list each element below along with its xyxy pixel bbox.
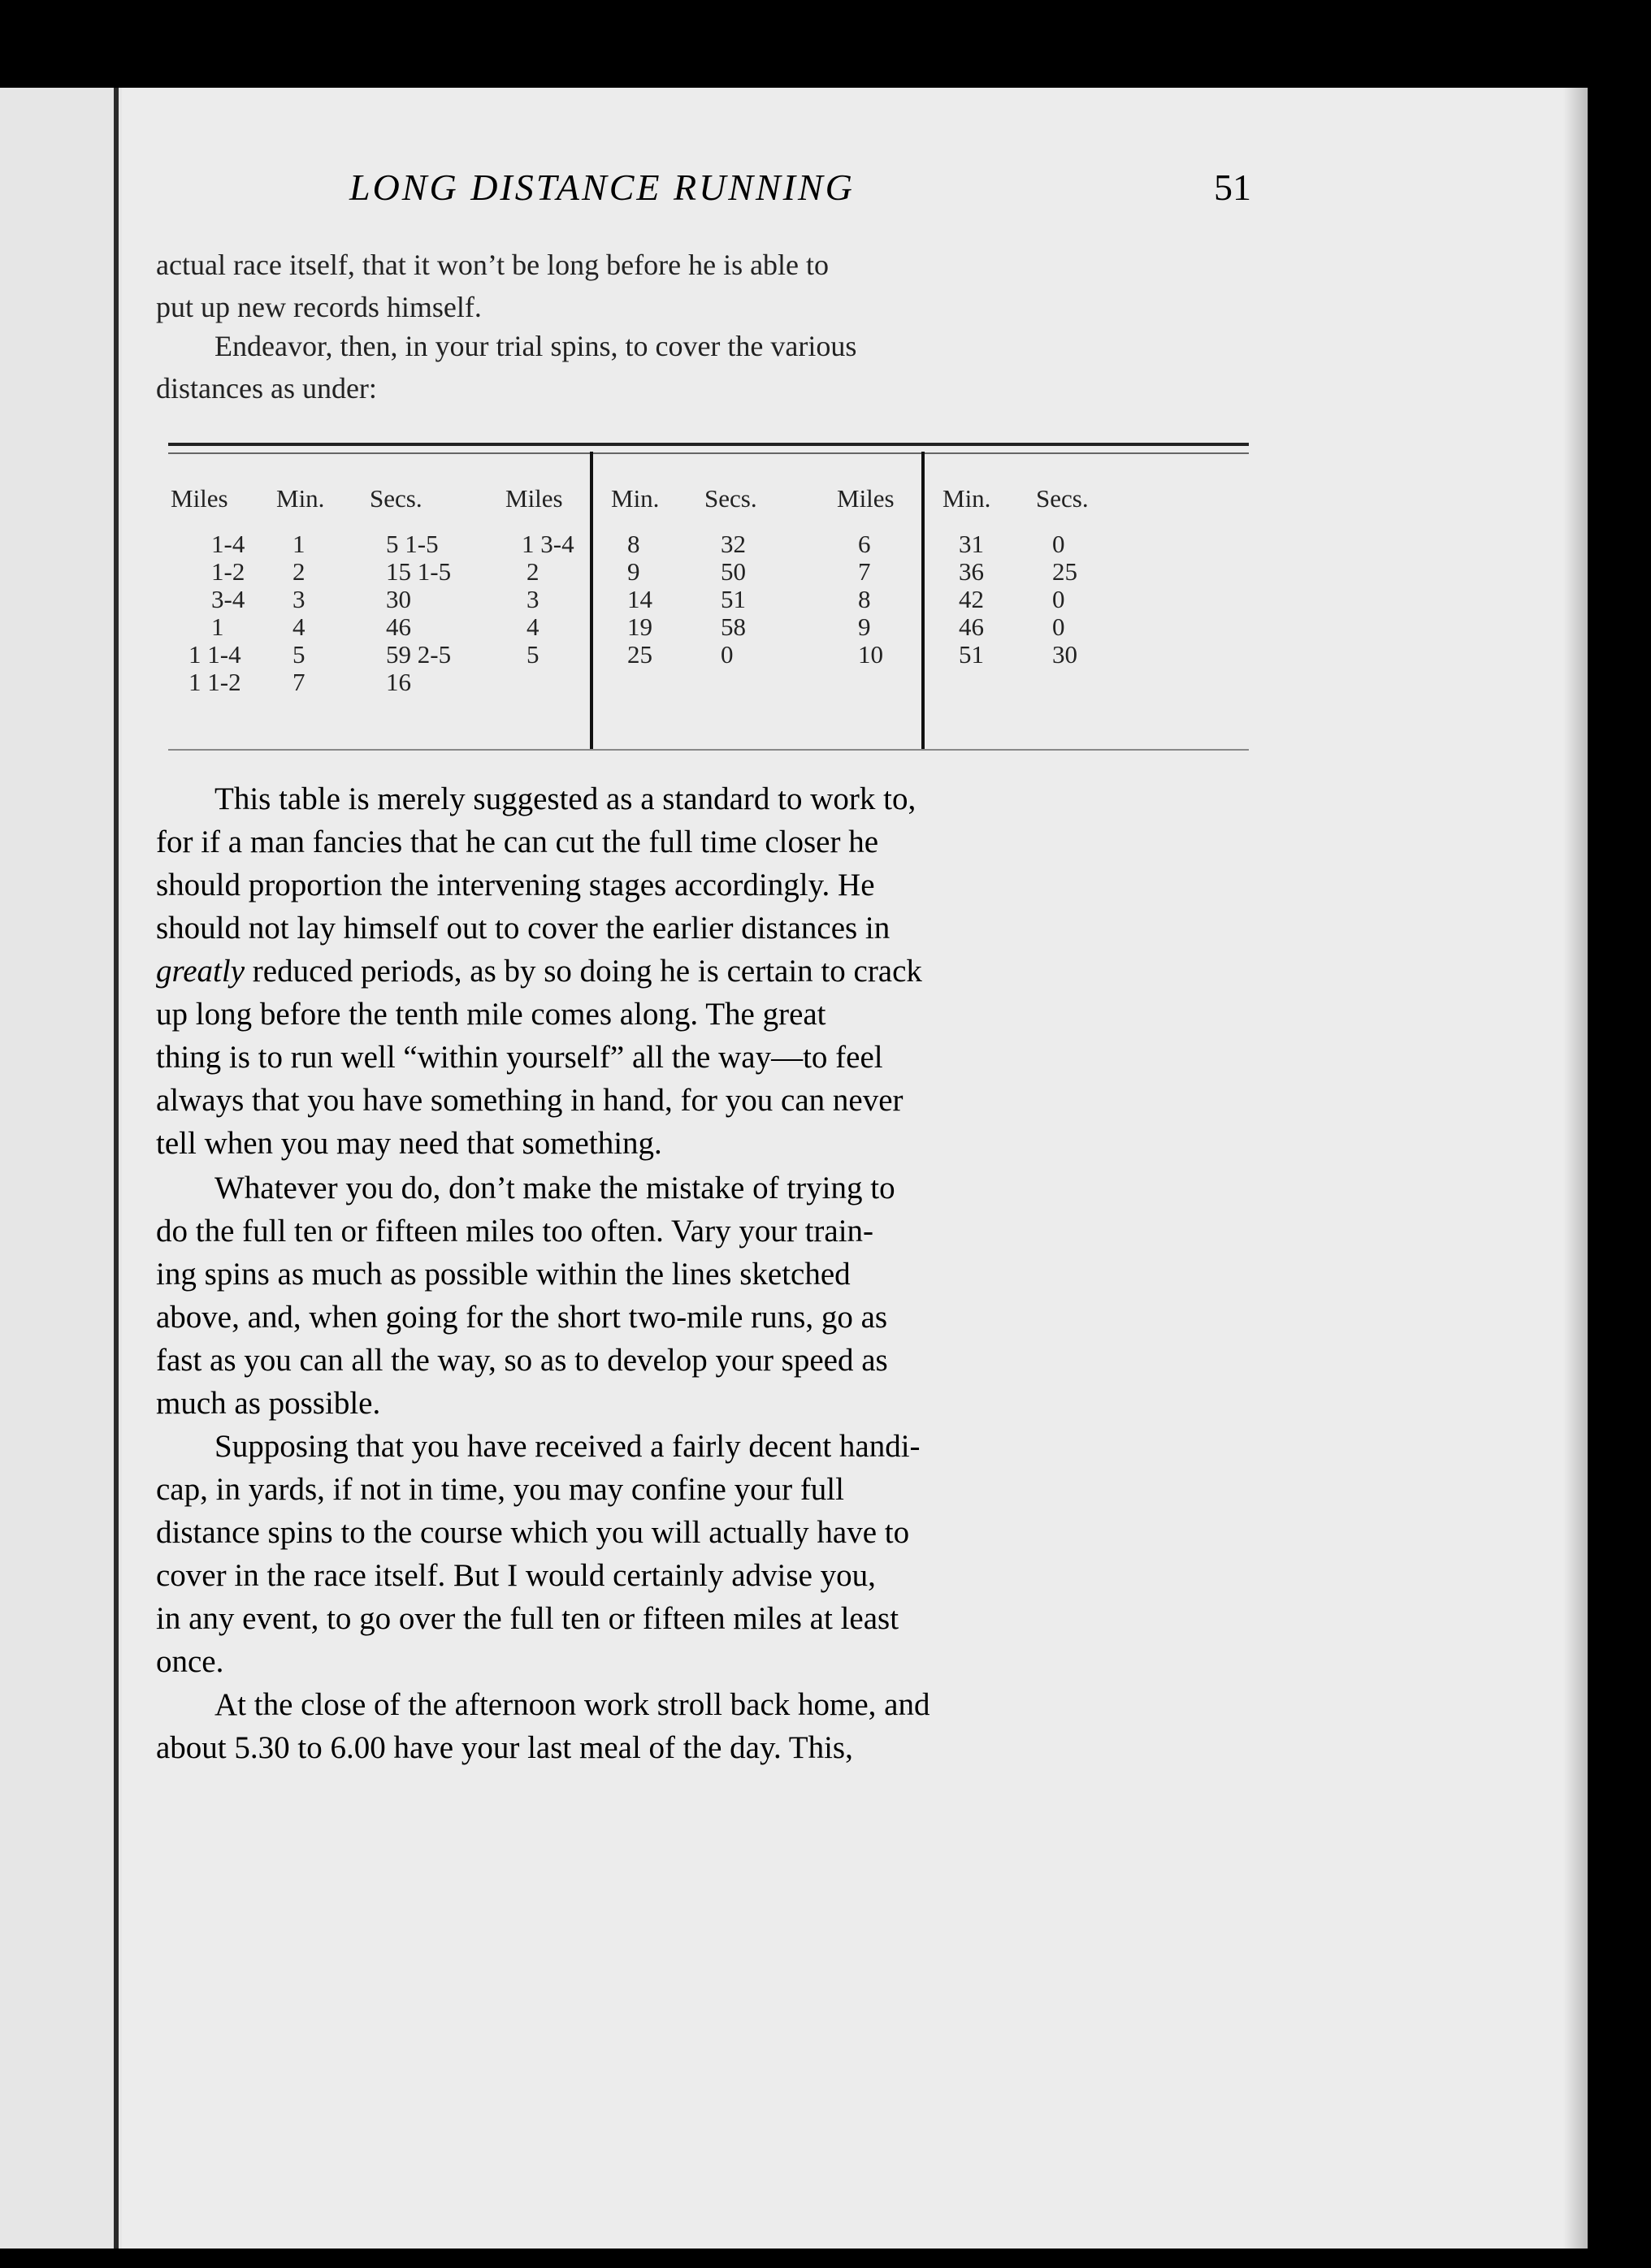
- table-header: Miles: [171, 484, 228, 513]
- table-cell: 7: [292, 668, 306, 696]
- text-line: At the close of the afternoon work stroll back home, and: [214, 1687, 930, 1722]
- text-line: Supposing that you have received a fairly decent handi-: [214, 1429, 921, 1464]
- paragraph-1: [156, 244, 1253, 328]
- text-line: once.: [156, 1644, 224, 1679]
- text-line: fast as you can all the way, so as to develop your speed as: [156, 1343, 888, 1378]
- text-line: This table is merely suggested as a standard to work to,: [214, 781, 916, 816]
- text-line: cap, in yards, if not in time, you may confine your full: [156, 1472, 844, 1507]
- table-cell: 3: [526, 585, 540, 613]
- table-cell: 5: [526, 640, 540, 669]
- table-cell: 1-2: [211, 557, 245, 586]
- table-cell: 0: [1052, 585, 1065, 613]
- text-line: much as possible.: [156, 1386, 381, 1421]
- paragraph-2: [156, 325, 1253, 409]
- table-cell: 9: [627, 557, 640, 586]
- table-cell: 0: [1052, 612, 1065, 641]
- page-shadow: [1563, 88, 1588, 2249]
- table-cell: 1 1-2: [188, 668, 241, 696]
- text-line: about 5.30 to 6.00 have your last meal of the day. This,: [156, 1730, 853, 1765]
- text-line: greatly reduced periods, as by so doing he is certain to crack: [156, 954, 922, 989]
- table-cell: 2: [292, 557, 306, 586]
- text-line: always that you have something in hand, for you can never: [156, 1083, 904, 1118]
- table-cell: 1: [211, 612, 224, 641]
- table-cell: 14: [627, 585, 652, 613]
- paragraph-5: [156, 1425, 1253, 1683]
- page-number: 51: [1214, 167, 1251, 208]
- table-cell: 51: [721, 585, 746, 613]
- table-cell: 3: [292, 585, 306, 613]
- paragraph-6: [156, 1683, 1253, 1769]
- table-cell: 42: [959, 585, 984, 613]
- table-cell: 1 3-4: [522, 530, 574, 558]
- table-cell: 31: [959, 530, 984, 558]
- table-cell: 0: [1052, 530, 1065, 558]
- table-bottom-rule: [168, 749, 1249, 751]
- table-cell: 46: [386, 612, 411, 641]
- page-header: [349, 166, 1251, 214]
- text-line: should proportion the intervening stages accordingly. He: [156, 868, 875, 902]
- table-cell: 30: [1052, 640, 1077, 669]
- text-line: do the full ten or fifteen miles too often. Vary your train-: [156, 1214, 874, 1249]
- paragraph-4: [156, 1166, 1253, 1425]
- table-cell: 4: [526, 612, 540, 641]
- text-line: tell when you may need that something.: [156, 1126, 662, 1161]
- table-header: Min.: [276, 484, 325, 513]
- text-line: distance spins to the course which you will actually have to: [156, 1515, 910, 1550]
- table-cell: 9: [858, 612, 871, 641]
- table-cell: 59 2-5: [386, 640, 452, 669]
- text-line: in any event, to go over the full ten or fifteen miles at least: [156, 1601, 899, 1636]
- table-column-divider: [590, 452, 593, 749]
- text-line: up long before the tenth mile comes along. The great: [156, 997, 826, 1032]
- table-header: Secs.: [370, 484, 422, 513]
- text-line: distances as under:: [156, 372, 377, 405]
- table-header: Secs.: [704, 484, 757, 513]
- text-line: Whatever you do, don’t make the mistake of trying to: [214, 1171, 895, 1205]
- table-header: Secs.: [1036, 484, 1089, 513]
- table-header: Miles: [837, 484, 895, 513]
- table-header: Min.: [942, 484, 991, 513]
- table-cell: 1: [292, 530, 306, 558]
- text-line: thing is to run well “within yourself” all the way—to feel: [156, 1040, 883, 1075]
- table-cell: 5: [292, 640, 306, 669]
- running-title: LONG DISTANCE RUNNING: [349, 167, 855, 208]
- table-cell: 7: [858, 557, 871, 586]
- left-page-edge: [0, 88, 122, 2249]
- table-cell: 4: [292, 612, 306, 641]
- paragraph-3: [156, 777, 1253, 1165]
- table-cell: 1 1-4: [188, 640, 241, 669]
- text-line: Endeavor, then, in your trial spins, to cover the various: [214, 330, 857, 362]
- table-cell: 15 1-5: [386, 557, 452, 586]
- page-gutter-line: [114, 88, 119, 2249]
- table-cell: 2: [526, 557, 540, 586]
- text-line: should not lay himself out to cover the earlier distances in: [156, 911, 890, 946]
- table-header: Min.: [611, 484, 660, 513]
- table-cell: 19: [627, 612, 652, 641]
- distance-time-table: [171, 452, 1251, 749]
- table-cell: 10: [858, 640, 883, 669]
- table-cell: 25: [1052, 557, 1077, 586]
- text-line: cover in the race itself. But I would certainly advise you,: [156, 1558, 876, 1593]
- table-cell: 32: [721, 530, 746, 558]
- table-cell: 25: [627, 640, 652, 669]
- text-line: above, and, when going for the short two-mile runs, go as: [156, 1300, 888, 1335]
- table-cell: 3-4: [211, 585, 245, 613]
- table-top-rule: [168, 443, 1249, 446]
- text-line: ing spins as much as possible within the lines sketched: [156, 1257, 851, 1292]
- text-line: put up new records himself.: [156, 291, 482, 323]
- table-cell: 50: [721, 557, 746, 586]
- table-cell: 5 1-5: [386, 530, 439, 558]
- table-cell: 51: [959, 640, 984, 669]
- table-cell: 16: [386, 668, 411, 696]
- table-cell: 6: [858, 530, 871, 558]
- text-line: actual race itself, that it won’t be long before he is able to: [156, 249, 830, 281]
- table-cell: 0: [721, 640, 734, 669]
- table-header: Miles: [505, 484, 563, 513]
- table-column-divider: [921, 452, 925, 749]
- table-cell: 8: [858, 585, 871, 613]
- table-cell: 30: [386, 585, 411, 613]
- table-cell: 1-4: [211, 530, 245, 558]
- table-cell: 8: [627, 530, 640, 558]
- table-cell: 36: [959, 557, 984, 586]
- table-cell: 46: [959, 612, 984, 641]
- text-line: for if a man fancies that he can cut the full time closer he: [156, 825, 879, 859]
- table-cell: 58: [721, 612, 746, 641]
